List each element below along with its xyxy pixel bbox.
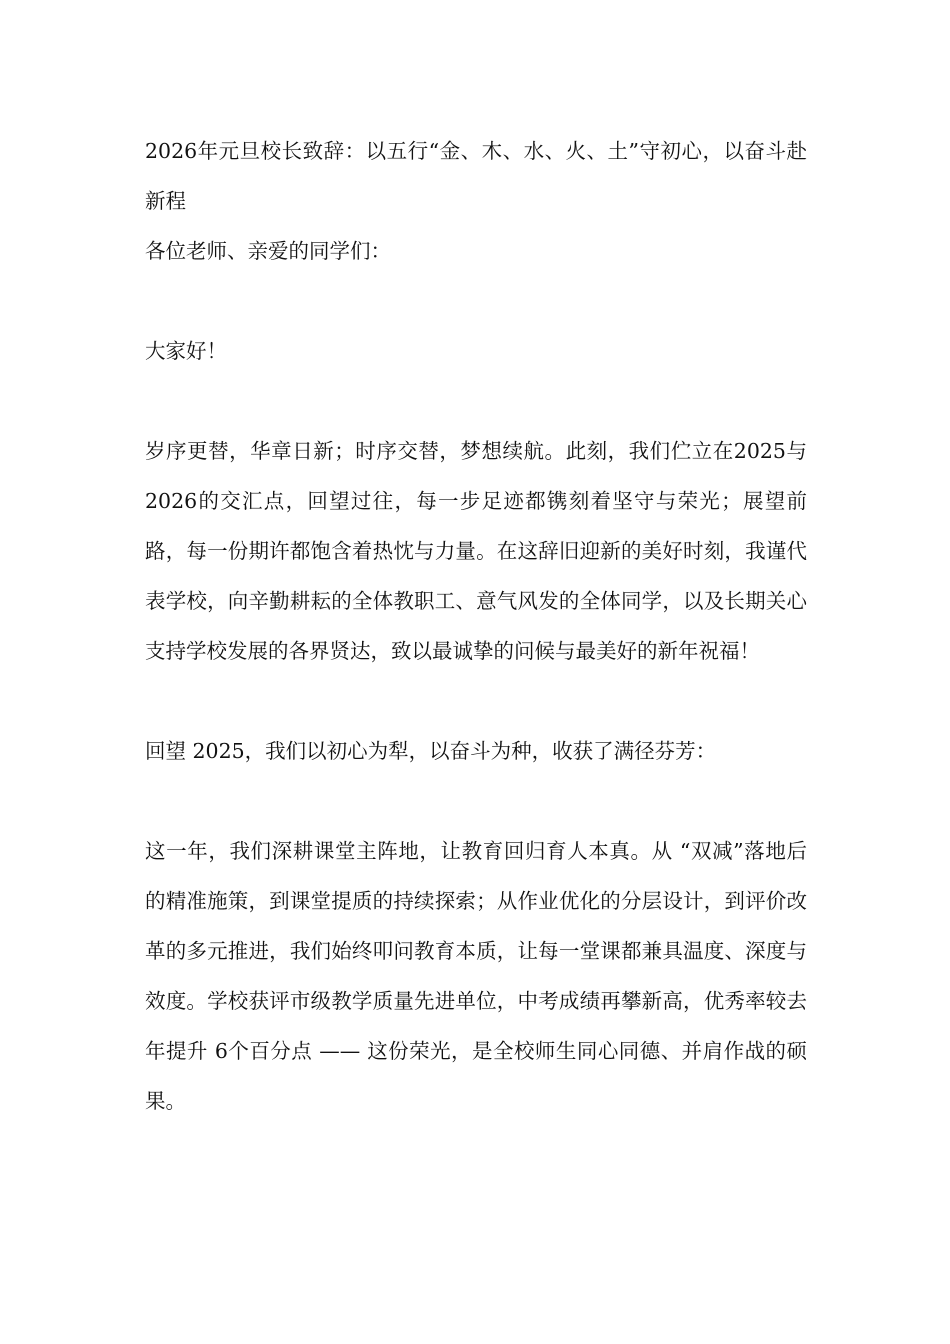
paragraph-3: 这一年，我们深耕课堂主阵地，让教育回归育人本真。从 “双减”落地后的精准施策，到课堂提质的持续探索；从作业优化的分层设计，到评价改革的多元推进，我们始终叩问教育本质，让每一堂课都兼具温度、深度与效度。学校获评市级教学质量先进单位，中考成绩再攀新高，优秀率较去年提升 6个百分点 —— 这份荣光，是全校师生同心同德、并肩作战的硕果。 bbox=[145, 839, 807, 1113]
document-title: 2026年元旦校长致辞：以五行“金、木、水、火、土”守初心，以奋斗赴新程 bbox=[145, 139, 807, 213]
spacer bbox=[145, 376, 807, 426]
paragraph-2: 回望 2025，我们以初心为犁，以奋斗为种，收获了满径芬芳： bbox=[145, 739, 717, 763]
spacer bbox=[145, 776, 807, 826]
greeting: 大家好！ bbox=[145, 339, 227, 363]
spacer bbox=[145, 676, 807, 726]
salutation: 各位老师、亲爱的同学们： bbox=[145, 239, 391, 263]
paragraph-1: 岁序更替，华章日新；时序交替，梦想续航。此刻，我们伫立在2025与 2026的交汇点，回望过往，每一步足迹都镌刻着坚守与荣光；展望前路，每一份期许都饱含着热忱与力量。在这辞旧迎新的美好时刻，我谨代表学校，向辛勤耕耘的全体教职工、意气风发的全体同学，以及长期关心支持学校发展的各界贤达，致以最诚挚的问候与最美好的新年祝福！ bbox=[145, 439, 807, 663]
spacer bbox=[145, 276, 807, 326]
document-body bbox=[145, 126, 807, 1126]
